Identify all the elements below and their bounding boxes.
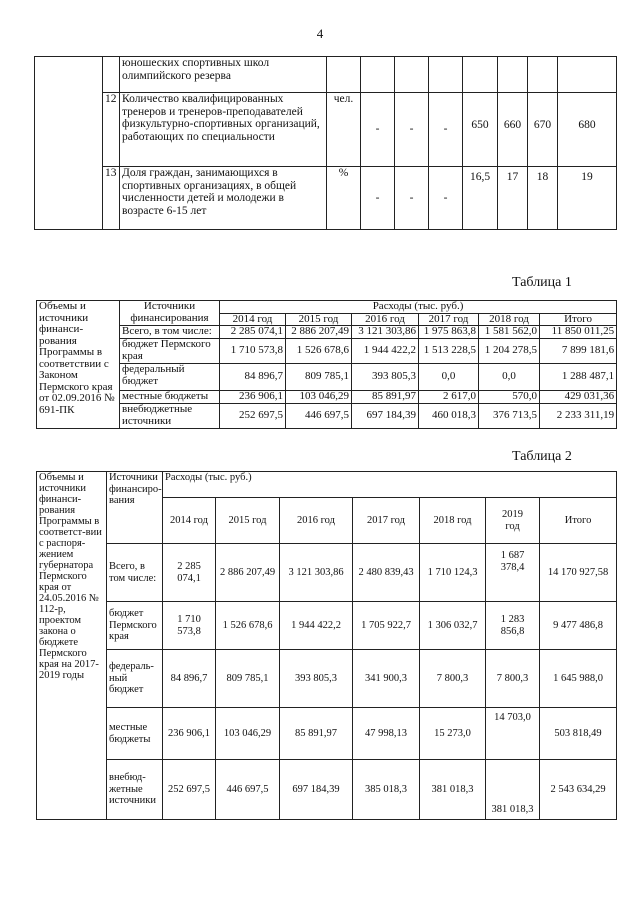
source-label: внебюд-жетные источники xyxy=(107,760,163,820)
total-cell: 14 170 927,58 xyxy=(540,544,617,602)
table-row xyxy=(37,544,617,602)
value-cell: 460 018,3 xyxy=(419,404,479,429)
value-cell: 15 273,0 xyxy=(420,708,486,760)
value-cell: 1 705 922,7 xyxy=(353,602,420,650)
table-row xyxy=(35,167,617,230)
value-cell: - xyxy=(395,167,429,230)
table-row xyxy=(35,57,617,93)
value-cell: 1 204 278,5 xyxy=(479,339,540,364)
source-label: местные бюджеты xyxy=(107,708,163,760)
value-cell: - xyxy=(429,93,463,167)
value-cell: 18 xyxy=(528,167,558,230)
financing-table-1 xyxy=(36,300,617,429)
source-label: бюджет Пермского края xyxy=(120,339,220,364)
value-cell: 2 617,0 xyxy=(419,391,479,404)
value-cell: 252 697,5 xyxy=(220,404,286,429)
total-header: Итого xyxy=(540,313,617,326)
value-cell: 570,0 xyxy=(479,391,540,404)
value-cell: - xyxy=(361,167,395,230)
value-cell: 103 046,29 xyxy=(286,391,352,404)
total-cell: 9 477 486,8 xyxy=(540,602,617,650)
source-label: Всего, в том числе: xyxy=(107,544,163,602)
value-cell: - xyxy=(429,167,463,230)
total-cell: 429 031,36 xyxy=(540,391,617,404)
year-header: 2019 год xyxy=(486,498,540,544)
value-cell: 2 285 074,1 xyxy=(220,326,286,339)
indicator-name: Доля граждан, занимающихся в спортивных организациях, в общей численности детей и молодежи в возрасте 6-15 лет xyxy=(120,167,327,230)
unit-cell: чел. xyxy=(327,93,361,167)
value-cell: 14 703,0 xyxy=(486,708,540,760)
value-cell: 1 283 856,8 xyxy=(486,602,540,650)
value-cell: 376 713,5 xyxy=(479,404,540,429)
value-cell: 680 xyxy=(558,93,617,167)
value-cell: 84 896,7 xyxy=(163,650,216,708)
value-cell: 381 018,3 xyxy=(486,760,540,820)
value-cell: 84 896,7 xyxy=(220,364,286,391)
total-cell: 2 543 634,29 xyxy=(540,760,617,820)
source-label: местные бюджеты xyxy=(120,391,220,404)
table-row xyxy=(37,760,617,820)
value-cell: 697 184,39 xyxy=(352,404,419,429)
indicators-table xyxy=(34,56,617,230)
table-row xyxy=(37,326,617,339)
value-cell: 381 018,3 xyxy=(420,760,486,820)
table-row xyxy=(37,708,617,760)
total-header: Итого xyxy=(540,498,617,544)
table-row xyxy=(37,339,617,364)
total-cell: 2 233 311,19 xyxy=(540,404,617,429)
value-cell: 1 710 573,8 xyxy=(220,339,286,364)
empty-cell xyxy=(35,57,103,230)
table-row xyxy=(37,364,617,391)
value-cell: 809 785,1 xyxy=(216,650,280,708)
value-cell: 670 xyxy=(528,93,558,167)
value-cell: 1 975 863,8 xyxy=(419,326,479,339)
expenses-header: Расходы (тыс. руб.) xyxy=(220,301,617,314)
total-cell: 11 850 011,25 xyxy=(540,326,617,339)
value-cell: 1 687 378,4 xyxy=(486,544,540,602)
total-cell: 503 818,49 xyxy=(540,708,617,760)
value-cell: 1 944 422,2 xyxy=(280,602,353,650)
year-header: 2016 год xyxy=(352,313,419,326)
value-cell: 2 886 207,49 xyxy=(286,326,352,339)
value-cell: 1 710 573,8 xyxy=(163,602,216,650)
source-label: федераль-ный бюджет xyxy=(107,650,163,708)
table-caption: Таблица 1 xyxy=(512,275,572,290)
value-cell: 16,5 xyxy=(463,167,498,230)
value-cell: 85 891,97 xyxy=(280,708,353,760)
row-number xyxy=(103,57,120,93)
value-cell: 19 xyxy=(558,167,617,230)
value-cell: 47 998,13 xyxy=(353,708,420,760)
indicator-name: Количество квалифицированных тренеров и тренеров-преподавателей физкультурно-спортивных организаций, работающих по специальности xyxy=(120,93,327,167)
value-cell: 3 121 303,86 xyxy=(280,544,353,602)
value-cell: 660 xyxy=(498,93,528,167)
value-cell: 252 697,5 xyxy=(163,760,216,820)
value-cell: 1 306 032,7 xyxy=(420,602,486,650)
year-header: 2014 год xyxy=(220,313,286,326)
value-cell: 697 184,39 xyxy=(280,760,353,820)
source-label: бюджет Пермского края xyxy=(107,602,163,650)
value-cell: - xyxy=(395,93,429,167)
source-label: федеральный бюджет xyxy=(120,364,220,391)
indicator-name: юношеских спортивных школ олимпийского резерва xyxy=(120,57,327,93)
row-number: 12 xyxy=(103,93,120,167)
value-cell: 1 513 228,5 xyxy=(419,339,479,364)
year-header: 2018 год xyxy=(479,313,540,326)
value-cell: 341 900,3 xyxy=(353,650,420,708)
value-cell: 3 121 303,86 xyxy=(352,326,419,339)
row-number: 13 xyxy=(103,167,120,230)
value-cell: 236 906,1 xyxy=(220,391,286,404)
year-header: 2017 год xyxy=(419,313,479,326)
table-row xyxy=(37,650,617,708)
total-cell: 7 899 181,6 xyxy=(540,339,617,364)
table-caption: Таблица 2 xyxy=(512,449,572,464)
value-cell: 7 800,3 xyxy=(486,650,540,708)
year-header: 2017 год xyxy=(353,498,420,544)
value-cell: 0,0 xyxy=(419,364,479,391)
row-label: Объемы и источники финанси-рования Программы в соответствии с Законом Пермского края от 02.09.2016 № 691-ПК xyxy=(37,301,120,429)
value-cell: 85 891,97 xyxy=(352,391,419,404)
value-cell: 809 785,1 xyxy=(286,364,352,391)
source-label: Всего, в том числе: xyxy=(120,326,220,339)
value-cell: 1 581 562,0 xyxy=(479,326,540,339)
table-row xyxy=(35,93,617,167)
year-header: 2015 год xyxy=(216,498,280,544)
value-cell: 2 886 207,49 xyxy=(216,544,280,602)
row-label: Объемы и источники финанси-рования Программы в соответст-вии с распоря-жением губернатора Пермского края от 24.05.2016 № 112-р, проектом закона о бюджете Пермского края на 2017-2019 годы xyxy=(37,472,107,820)
total-cell: 1 288 487,1 xyxy=(540,364,617,391)
table-header-row xyxy=(37,472,617,498)
value-cell: 236 906,1 xyxy=(163,708,216,760)
value-cell: - xyxy=(361,93,395,167)
source-label: внебюджетные источники xyxy=(120,404,220,429)
value-cell: 393 805,3 xyxy=(280,650,353,708)
value-cell: 446 697,5 xyxy=(286,404,352,429)
value-cell: 385 018,3 xyxy=(353,760,420,820)
value-cell: 446 697,5 xyxy=(216,760,280,820)
table-row xyxy=(37,602,617,650)
value-cell: 1 710 124,3 xyxy=(420,544,486,602)
page-number: 4 xyxy=(316,26,324,41)
value-cell: 17 xyxy=(498,167,528,230)
value-cell: 7 800,3 xyxy=(420,650,486,708)
total-cell: 1 645 988,0 xyxy=(540,650,617,708)
value-cell: 0,0 xyxy=(479,364,540,391)
table-row xyxy=(37,391,617,404)
value-cell: 1 944 422,2 xyxy=(352,339,419,364)
unit-cell: % xyxy=(327,167,361,230)
year-header: 2014 год xyxy=(163,498,216,544)
value-cell: 393 805,3 xyxy=(352,364,419,391)
value-cell: 103 046,29 xyxy=(216,708,280,760)
sources-header: Источники финансиро-вания xyxy=(107,472,163,544)
year-header: 2018 год xyxy=(420,498,486,544)
expenses-header: Расходы (тыс. руб.) xyxy=(163,472,617,498)
table-header-row xyxy=(37,301,617,314)
value-cell: 2 480 839,43 xyxy=(353,544,420,602)
value-cell: 1 526 678,6 xyxy=(216,602,280,650)
financing-table-2 xyxy=(36,471,617,820)
value-cell: 2 285 074,1 xyxy=(163,544,216,602)
year-header: 2015 год xyxy=(286,313,352,326)
table-row xyxy=(37,404,617,429)
sources-header: Источники финансирования xyxy=(120,301,220,326)
value-cell: 650 xyxy=(463,93,498,167)
value-cell: 1 526 678,6 xyxy=(286,339,352,364)
year-header: 2016 год xyxy=(280,498,353,544)
